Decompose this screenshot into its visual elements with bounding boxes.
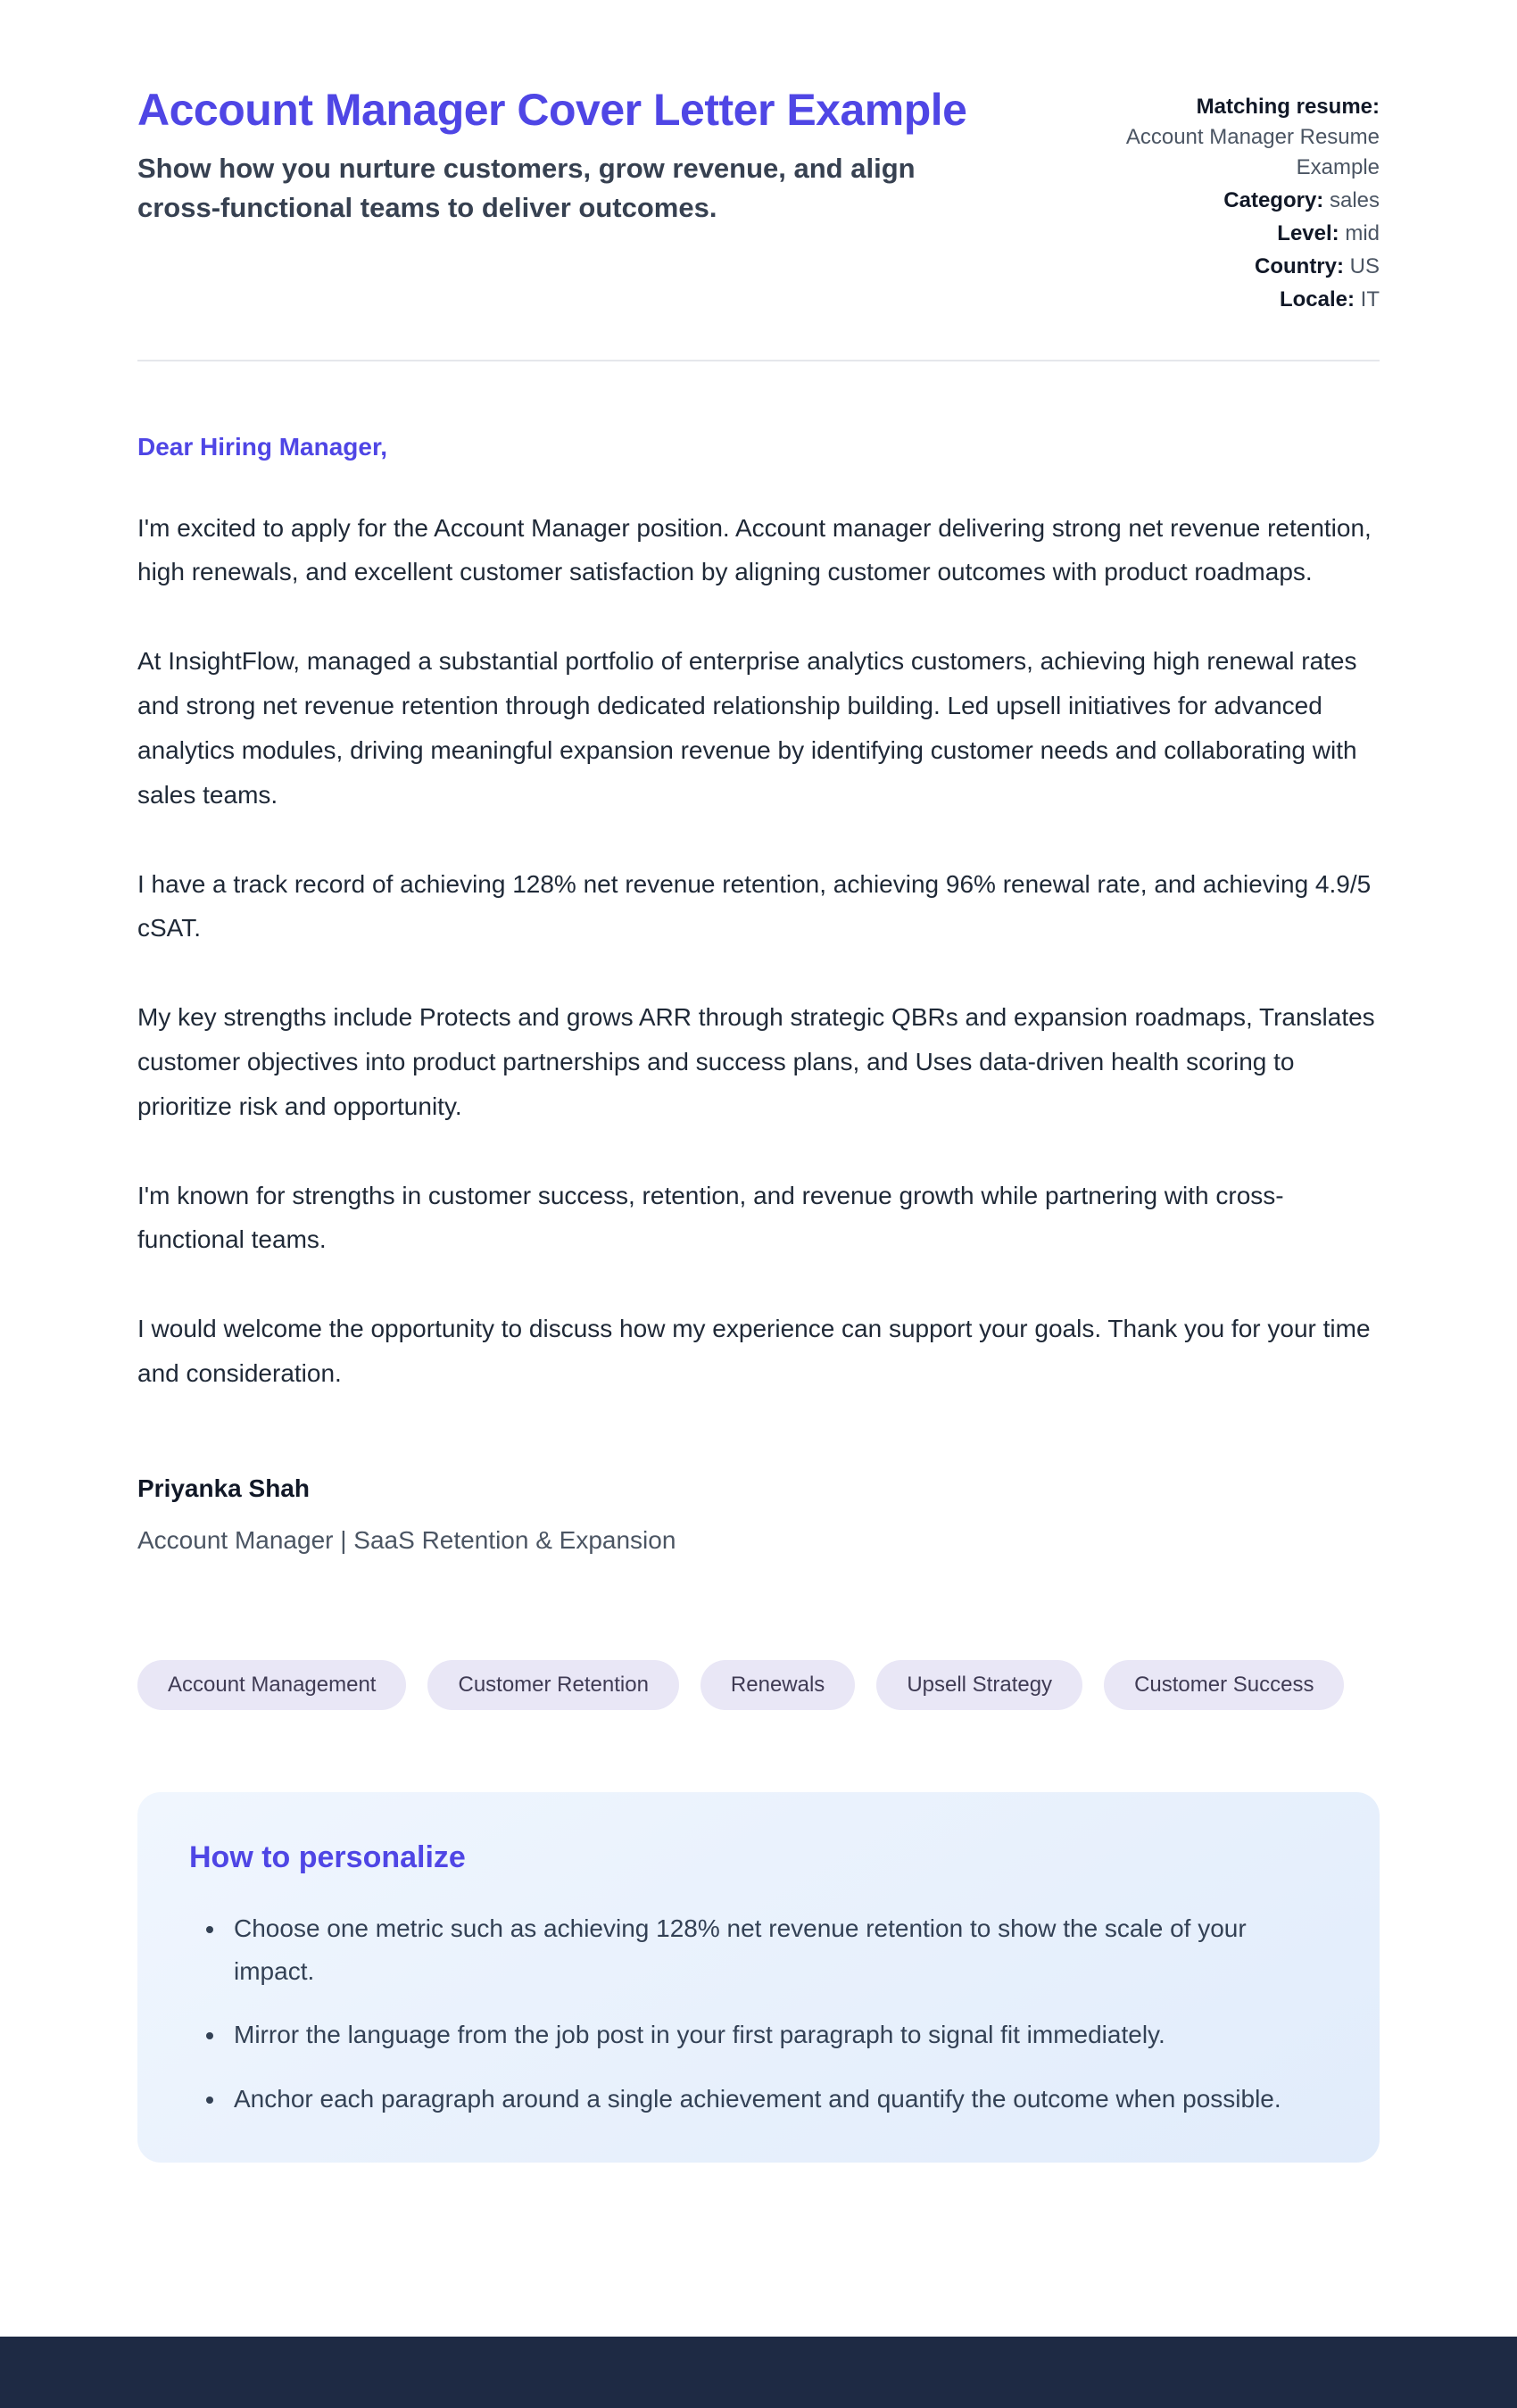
meta-matching-resume <box>1081 92 1380 183</box>
meta-locale-value: IT <box>1360 287 1380 312</box>
header-divider <box>137 360 1380 361</box>
letter-paragraph-6: I would welcome the opportunity to discuss how my experience can support your goals. Thank you for your time and consideration. <box>137 1315 1371 1388</box>
personalize-heading: How to personalize <box>189 1839 466 1874</box>
footer-bar <box>0 2337 1517 2408</box>
meta-level-label: Level: <box>1277 221 1339 246</box>
meta-country-label: Country: <box>1255 254 1344 279</box>
meta-locale <box>1081 285 1380 315</box>
personalize-tip-1: • Choose one metric such as achieving 128% net revenue retention to show the scale of your impact. <box>227 1907 1328 1992</box>
letter-paragraph-5: I'm known for strengths in customer success, retention, and revenue growth while partnering with cross-functional teams. <box>137 1181 1284 1254</box>
tag-upsell-strategy: Upsell Strategy <box>876 1660 1082 1710</box>
tag-account-management: Account Management <box>137 1660 406 1710</box>
tag-renewals: Renewals <box>700 1660 855 1710</box>
tag-list <box>137 1660 1380 1710</box>
meta-country <box>1081 252 1380 282</box>
meta-level-value: mid <box>1345 221 1380 246</box>
meta-category-label: Category: <box>1223 188 1324 213</box>
letter-paragraph-4: My key strengths include Protects and grows ARR through strategic QBRs and expansion roadmaps, Translates customer objectives into product partnerships and success plans, and Uses data-driven health scoring to prioritize risk and opportunity. <box>137 1003 1375 1120</box>
meta-category <box>1081 186 1380 216</box>
meta-matching-resume-value: Account Manager Resume Example <box>1125 125 1380 180</box>
meta-matching-resume-label: Matching resume: <box>1196 95 1380 119</box>
personalize-tip-3: • Anchor each paragraph around a single achievement and quantify the outcome when possible. <box>227 2078 1328 2121</box>
meta-locale-label: Locale: <box>1279 287 1355 312</box>
salutation: Dear Hiring Manager, <box>137 432 388 461</box>
personalize-tip-2: • Mirror the language from the job post in your first paragraph to signal fit immediately. <box>227 2014 1328 2056</box>
tag-customer-success: Customer Success <box>1104 1660 1344 1710</box>
page-title: Account Manager Cover Letter Example <box>137 85 967 135</box>
tag-customer-retention: Customer Retention <box>427 1660 678 1710</box>
personalize-tip-list <box>189 1907 1328 2120</box>
signature-title: Account Manager | SaaS Retention & Expansion <box>137 1525 676 1554</box>
personalize-box <box>137 1792 1380 2163</box>
meta-level <box>1081 219 1380 249</box>
page-subtitle: Show how you nurture customers, grow revenue, and align cross-functional teams to deliver outcomes. <box>137 153 916 224</box>
header <box>137 85 1380 319</box>
meta-category-value: sales <box>1329 188 1380 213</box>
cover-letter-body <box>137 433 1380 1555</box>
resume-meta <box>1081 85 1380 319</box>
letter-paragraph-3: I have a track record of achieving 128% net revenue retention, achieving 96% renewal rate, and achieving 4.9/5 cSAT. <box>137 869 1372 942</box>
letter-paragraph-2: At InsightFlow, managed a substantial portfolio of enterprise analytics customers, achieving high renewal rates and strong net revenue retention through dedicated relationship building. Led upsell initiatives for advanced analytics modules, driving meaningful expansion revenue by identifying customer needs and collaborating with sales teams. <box>137 647 1357 809</box>
header-title-block <box>137 85 994 228</box>
signature-name: Priyanka Shah <box>137 1474 310 1502</box>
meta-country-value: US <box>1349 254 1380 279</box>
letter-paragraph-1: I'm excited to apply for the Account Manager position. Account manager delivering strong net revenue retention, high renewals, and excellent customer satisfaction by aligning customer outcomes with product roadmaps. <box>137 513 1372 586</box>
